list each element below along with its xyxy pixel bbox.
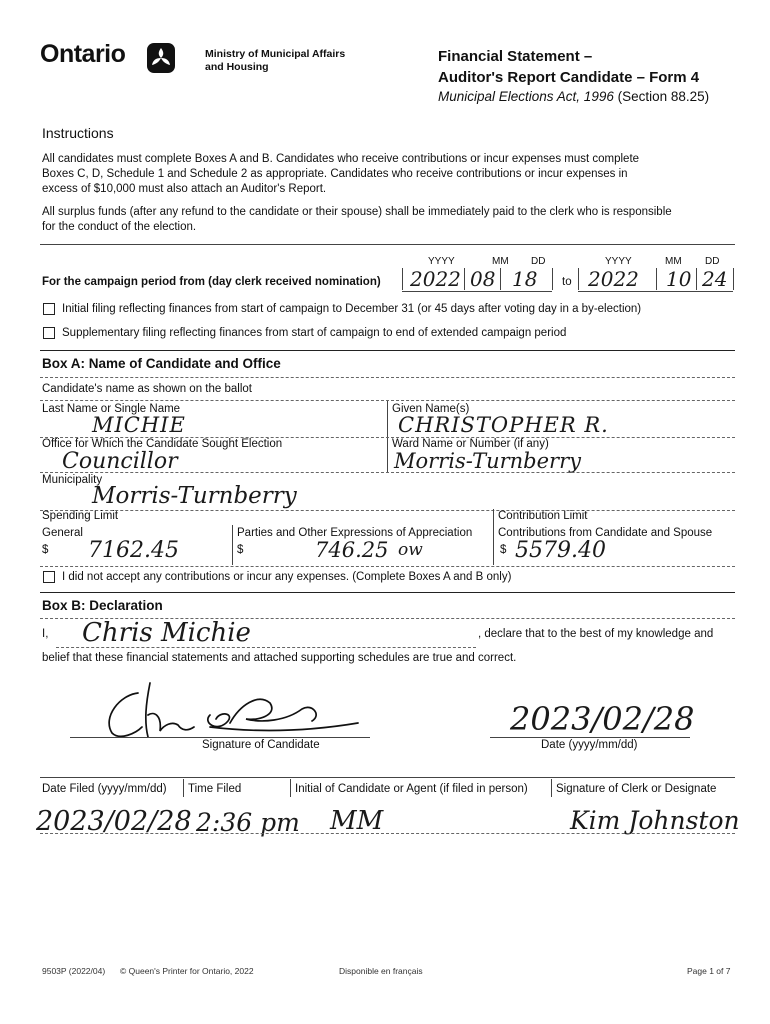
- supplementary-filing-label: Supplementary filing reflecting finances from start of campaign to end of extended campaign period: [62, 327, 567, 339]
- to-month: 10: [666, 267, 692, 291]
- campaign-period-label: For the campaign period from (day clerk received nomination): [42, 276, 381, 288]
- signature-candidate-label: Signature of Candidate: [202, 739, 320, 751]
- general-dollar-sign: $: [42, 544, 49, 556]
- yyyy-label: YYYY: [605, 256, 632, 267]
- divider: [40, 350, 735, 351]
- dashed-divider: [40, 472, 735, 473]
- instr-line: Boxes C, D, Schedule 1 and Schedule 2 as appropriate. Candidates who receive contributions or incur expenses in: [42, 168, 628, 180]
- date-filed-label: Date Filed (yyyy/mm/dd): [42, 783, 167, 795]
- brand-wordmark: Ontario: [40, 40, 126, 68]
- column-divider: [551, 779, 552, 797]
- initial-filing-label: Initial filing reflecting finances from start of campaign to December 31 (or 45 days after voting day in a by-election): [62, 303, 642, 315]
- form-code: 9503P (2022/04): [42, 966, 106, 976]
- column-divider: [290, 779, 291, 797]
- parties-value[interactable]: 746.25: [315, 538, 389, 562]
- general-label: General: [42, 527, 83, 539]
- given-name-value[interactable]: CHRISTOPHER R.: [398, 413, 609, 437]
- last-name-label: Last Name or Single Name: [42, 403, 181, 415]
- initial-value[interactable]: MM: [330, 806, 384, 836]
- candidate-signature[interactable]: [90, 675, 370, 745]
- ward-label: Ward Name or Number (if any): [392, 438, 549, 450]
- divider: [40, 244, 735, 245]
- box-b-heading: Box B: Declaration: [42, 598, 163, 613]
- trillium-icon: [146, 42, 176, 74]
- parties-value-annotation: ow: [398, 540, 423, 560]
- municipality-label: Municipality: [42, 474, 103, 486]
- column-divider: [493, 509, 494, 565]
- declaration-date-value[interactable]: 2023/02/28: [510, 700, 695, 738]
- parties-dollar-sign: $: [237, 544, 244, 556]
- contribution-limit-label: Contribution Limit: [498, 510, 588, 522]
- time-filed-label: Time Filed: [188, 783, 242, 795]
- page-number: Page 1 of 7: [687, 966, 731, 976]
- column-divider: [183, 779, 184, 797]
- instr-line: All candidates must complete Boxes A and B. Candidates who receive contributions or incur expenses must complete: [42, 153, 640, 165]
- signature-line: [70, 737, 370, 738]
- from-year: 2022: [410, 267, 461, 291]
- instr-line: for the conduct of the election.: [42, 221, 197, 233]
- instructions-paragraph-2: [42, 205, 672, 235]
- office-label: Office for Which the Candidate Sought Election: [42, 438, 283, 450]
- no-contributions-label: I did not accept any contributions or incur any expenses. (Complete Boxes A and B only): [62, 571, 512, 583]
- contrib-candidate-label: Contributions from Candidate and Spouse: [498, 527, 713, 539]
- instructions-heading: Instructions: [42, 125, 114, 141]
- act-reference: [438, 89, 709, 104]
- last-name-value[interactable]: MICHIE: [92, 413, 186, 437]
- act-name: Municipal Elections Act, 1996: [438, 89, 614, 104]
- initial-filing-checkbox[interactable]: [43, 303, 55, 315]
- clerk-signature-value[interactable]: Kim Johnston: [570, 806, 740, 835]
- mm-label: MM: [492, 256, 509, 267]
- office-value[interactable]: Councillor: [62, 449, 178, 474]
- divider: [40, 592, 735, 593]
- to-day: 24: [702, 267, 728, 291]
- declaration-date-label: Date (yyyy/mm/dd): [541, 739, 638, 751]
- dd-label: DD: [705, 256, 720, 267]
- divider: [40, 777, 735, 778]
- from-date-field[interactable]: [402, 266, 554, 292]
- dashed-divider: [40, 377, 735, 378]
- box-a-heading: Box A: Name of Candidate and Office: [42, 356, 281, 371]
- mm-label: MM: [665, 256, 682, 267]
- municipality-value[interactable]: Morris-Turnberry: [92, 483, 297, 509]
- parties-label: Parties and Other Expressions of Appreciation: [237, 527, 473, 539]
- dashed-divider: [40, 510, 735, 511]
- date-line: [490, 737, 690, 738]
- title-line-2: Auditor's Report Candidate – Form 4: [438, 69, 700, 86]
- declarant-name[interactable]: Chris Michie: [82, 618, 251, 648]
- belief-text: belief that these financial statements and attached supporting schedules are true and correct.: [42, 652, 517, 664]
- declaration-text: , declare that to the best of my knowledge and: [478, 628, 714, 640]
- clerk-signature-label: Signature of Clerk or Designate: [556, 783, 717, 795]
- dashed-divider: [40, 566, 735, 567]
- to-year: 2022: [588, 267, 639, 291]
- signature-line: [56, 647, 476, 648]
- from-day: 18: [512, 267, 538, 291]
- ministry-line-1: Ministry of Municipal Affairs: [205, 48, 346, 60]
- instr-line: All surplus funds (after any refund to the candidate or their spouse) shall be immediately paid to the clerk who is responsible: [42, 206, 672, 218]
- title-line-1: Financial Statement –: [438, 48, 593, 65]
- column-divider: [232, 525, 233, 565]
- french-version-link[interactable]: Disponible en français: [339, 966, 423, 976]
- given-name-label: Given Name(s): [392, 403, 470, 415]
- to-date-field[interactable]: [578, 266, 735, 292]
- date-filed-value[interactable]: 2023/02/28: [36, 806, 192, 837]
- supplementary-filing-checkbox[interactable]: [43, 327, 55, 339]
- declaration-i-label: I,: [42, 628, 49, 640]
- initial-agent-label: Initial of Candidate or Agent (if filed in person): [295, 783, 528, 795]
- contrib-dollar-sign: $: [500, 544, 507, 556]
- general-spending-value[interactable]: 7162.45: [88, 538, 179, 563]
- no-contributions-checkbox[interactable]: [43, 571, 55, 583]
- form-title: [438, 46, 699, 88]
- act-section: (Section 88.25): [617, 89, 710, 104]
- to-label: to: [562, 276, 572, 288]
- instructions-paragraph-1: [42, 152, 639, 197]
- instr-line: excess of $10,000 must also attach an Auditor's Report.: [42, 183, 327, 195]
- ballot-name-label: Candidate's name as shown on the ballot: [42, 383, 252, 395]
- time-filed-value[interactable]: 2:36 pm: [196, 808, 300, 837]
- contrib-candidate-value[interactable]: 5579.40: [515, 538, 606, 563]
- ministry-name: [205, 48, 345, 74]
- yyyy-label: YYYY: [428, 256, 455, 267]
- copyright: © Queen's Printer for Ontario, 2022: [120, 966, 254, 976]
- dd-label: DD: [531, 256, 546, 267]
- from-month: 08: [470, 267, 496, 291]
- dashed-divider: [40, 833, 735, 834]
- ontario-logo: [40, 40, 125, 69]
- spending-limit-label: Spending Limit: [42, 510, 119, 522]
- ministry-line-2: and Housing: [205, 61, 269, 73]
- ward-value[interactable]: Morris-Turnberry: [394, 449, 581, 473]
